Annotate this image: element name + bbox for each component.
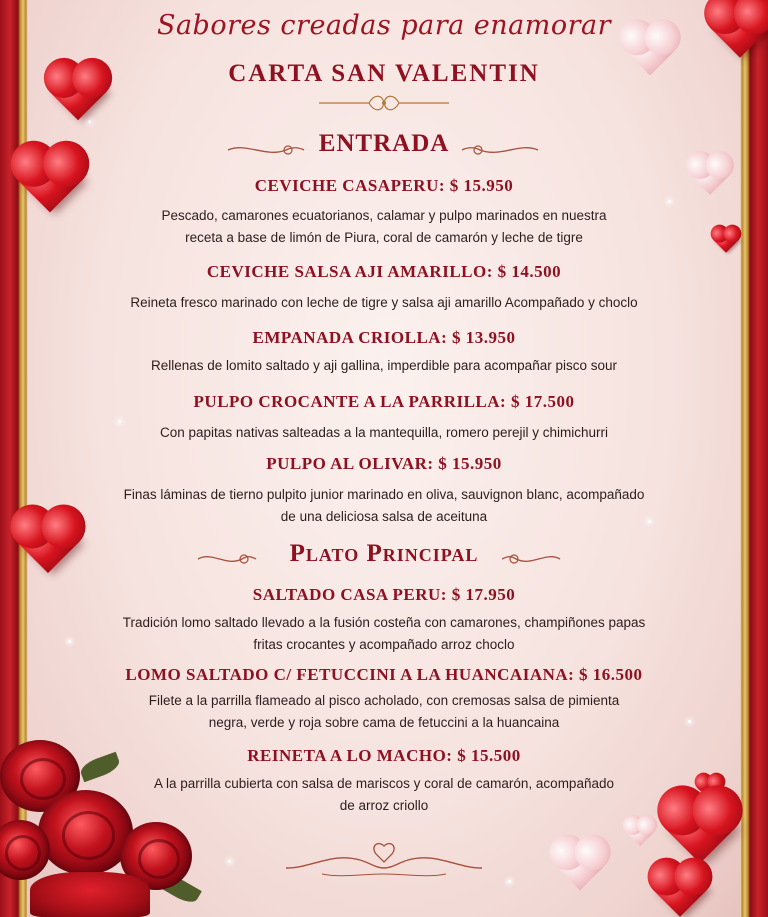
dish-description: Con papitas nativas salteadas a la mantequilla, romero perejil y chimichurri	[160, 425, 608, 440]
section-title-plato-principal: Plato Principal	[289, 540, 479, 567]
dish-description: Filete a la parrilla flameado al pisco acholado, con cremosas salsa de pimienta negra, verde y roja sobre cama de fetuccini a la huancaina	[148, 693, 620, 730]
dish-name: EMPANADA CRIOLLA: $ 13.950	[252, 328, 516, 347]
dish-description: A la parrilla cubierta con salsa de mariscos y coral de camarón, acompañado de arroz criollo	[154, 776, 614, 813]
flourish-ornament-icon	[500, 549, 562, 569]
menu-subtitle: Sabores creadas para enamorar	[156, 10, 612, 41]
section-title-entrada: ENTRADA	[318, 130, 450, 157]
dish-name: CEVICHE SALSA AJI AMARILLO: $ 14.500	[206, 262, 562, 281]
dish-name: CEVICHE CASAPERU: $ 15.950	[254, 176, 514, 195]
flourish-ornament-icon	[282, 838, 486, 882]
dish-description: Rellenas de lomito saltado y aji gallina, imperdible para acompañar pisco sour	[150, 358, 617, 373]
flourish-ornament-icon	[460, 140, 540, 160]
dish-description: Pescado, camarones ecuatorianos, calamar y pulpo marinados en nuestra receta a base de limón de Piura, coral de camarón y leche de tigre	[161, 208, 607, 245]
flourish-ornament-icon	[314, 92, 454, 114]
dish-description: Tradición lomo saltado llevado a la fusión costeña con camarones, champiñones papas fritas crocantes y acompañado arroz choclo	[122, 615, 646, 652]
dish-name: LOMO SALTADO C/ FETUCCINI A LA HUANCAIANA: $ 16.500	[125, 665, 643, 684]
menu-title: CARTA SAN VALENTIN	[228, 60, 540, 87]
dish-name: REINETA A LO MACHO: $ 15.500	[247, 746, 521, 765]
dish-description: Finas láminas de tierno pulpito junior marinado en oliva, sauvignon blanc, acompañado de una deliciosa salsa de aceituna	[123, 487, 645, 524]
dish-name: PULPO AL OLIVAR: $ 15.950	[266, 454, 502, 473]
dish-name: SALTADO CASA PERU: $ 17.950	[252, 585, 516, 604]
dish-name: PULPO CROCANTE A LA PARRILLA: $ 17.500	[193, 392, 575, 411]
dish-description: Reineta fresco marinado con leche de tigre y salsa aji amarillo Acompañado y choclo	[130, 295, 638, 310]
